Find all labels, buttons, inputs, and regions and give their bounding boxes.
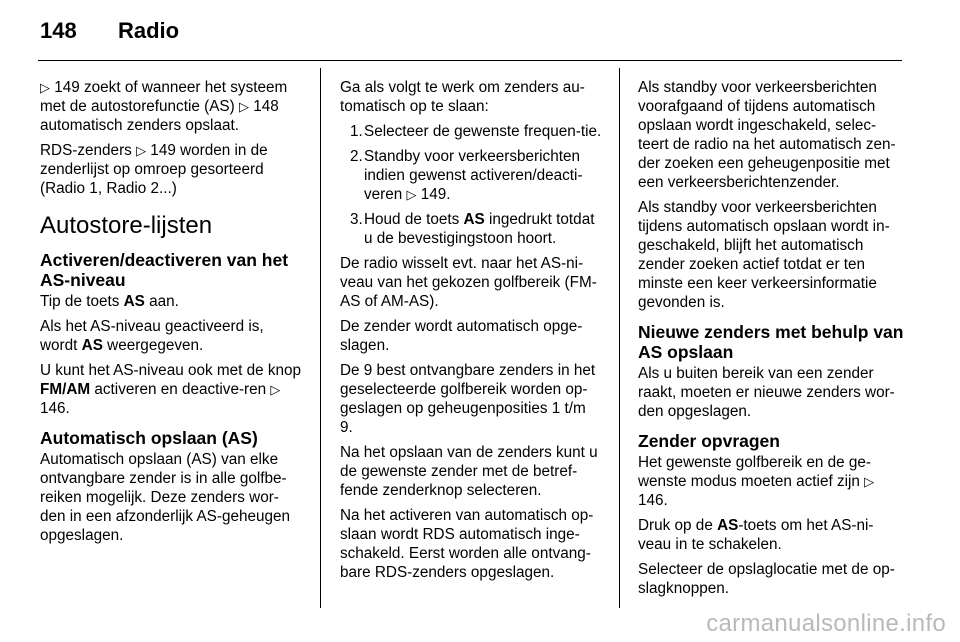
header-rule bbox=[38, 60, 902, 61]
subheading-activate-as-level: Activeren/deactiveren van het AS-niveau bbox=[40, 250, 289, 290]
page-header bbox=[40, 18, 179, 44]
column-1 bbox=[40, 78, 302, 551]
page-number: 148 bbox=[40, 18, 77, 43]
paragraph: De zender wordt automatisch opge-slagen. bbox=[340, 318, 583, 354]
section-title: Radio bbox=[118, 18, 180, 43]
paragraph: RDS-zenders ▷ 149 worden in de zenderlijst op omroep gesorteerd (Radio 1, Radio 2...) bbox=[40, 142, 268, 197]
paragraph: Selecteer de opslaglocatie met de op-slagknoppen. bbox=[638, 561, 895, 597]
column-3 bbox=[638, 78, 904, 604]
paragraph: Na het activeren van automatisch op-slaan wordt RDS automatisch inge-schakeld. Eerst worden alle ontvang-bare RDS-zenders opgeslagen. bbox=[340, 507, 594, 581]
page-ref-icon: ▷ bbox=[238, 99, 249, 114]
page-ref-icon: ▷ bbox=[270, 382, 281, 397]
steps-list bbox=[340, 122, 602, 248]
paragraph: Ga als volgt te werk om zenders au-tomatisch op te slaan: bbox=[340, 79, 585, 115]
page-ref-icon: ▷ bbox=[406, 187, 417, 202]
column-divider-2 bbox=[619, 68, 620, 608]
list-item: 3. Houd de toets AS ingedrukt totdat u de bevestigingstoon hoort. bbox=[350, 211, 595, 247]
paragraph: U kunt het AS-niveau ook met de knop FM/AM activeren en deactive-ren ▷ 146. bbox=[40, 362, 302, 417]
page-ref-icon: ▷ bbox=[136, 143, 147, 158]
paragraph: Automatisch opslaan (AS) van elke ontvangbare zender is in alle golfbe-reiken mogelijk. Deze zenders wor-den in een afzonderlijk AS-geheugen opgeslagen. bbox=[40, 451, 291, 544]
paragraph: Tip de toets AS aan. bbox=[40, 293, 179, 310]
heading-autostore-lists: Autostore-lijsten bbox=[40, 212, 213, 239]
list-item: 1. Selecteer de gewenste frequen-tie. bbox=[350, 123, 602, 140]
page-ref-icon: ▷ bbox=[864, 474, 875, 489]
subheading-recall-station: Zender opvragen bbox=[638, 431, 780, 451]
paragraph: Als standby voor verkeersberichten voorafgaand of tijdens automatisch opslaan wordt ingeschakeld, selec-teert de radio na het automatisch zen-der zoeken een geheugenpositie met een verkeersberichtenzender. bbox=[638, 79, 896, 191]
subheading-auto-store: Automatisch opslaan (AS) bbox=[40, 428, 258, 448]
paragraph: ▷ 149 zoekt of wanneer het systeem met de autostorefunctie (AS) ▷ 148 automatisch zenders opslaat. bbox=[40, 79, 288, 134]
paragraph: Als het AS-niveau geactiveerd is, wordt AS weergegeven. bbox=[40, 318, 264, 354]
page-ref-icon: ▷ bbox=[40, 80, 50, 95]
paragraph: Als standby voor verkeersberichten tijdens automatisch opslaan wordt in-geschakeld, blijft het automatisch zender zoeken actief totdat er ten minste een keer verkeersinformatie gevonden is. bbox=[638, 199, 890, 311]
paragraph: Het gewenste golfbereik en de ge-wenste modus moeten actief zijn ▷ 146. bbox=[638, 454, 875, 509]
paragraph: De radio wisselt evt. naar het AS-ni-veau van het gekozen golfbereik (FM-AS of AM-AS). bbox=[340, 255, 597, 310]
paragraph: Na het opslaan van de zenders kunt u de gewenste zender met de betref-fende zenderknop selecteren. bbox=[340, 444, 598, 499]
column-2 bbox=[340, 78, 602, 588]
paragraph: Druk op de AS-toets om het AS-ni-veau in te schakelen. bbox=[638, 517, 874, 553]
column-divider-1 bbox=[320, 68, 321, 608]
paragraph: De 9 best ontvangbare zenders in het geselecteerde golfbereik worden op-geslagen op geheugenposities 1 t/m 9. bbox=[340, 362, 596, 436]
watermark: carmanualsonline.info bbox=[706, 610, 946, 637]
list-item: 2. Standby voor verkeersberichten indien gewenst activeren/deacti-veren ▷ 149. bbox=[350, 148, 583, 203]
paragraph: Als u buiten bereik van een zender raakt, moeten er nieuwe zenders wor-den opgeslagen. bbox=[638, 365, 895, 420]
subheading-new-stations: Nieuwe zenders met behulp van AS opslaan bbox=[638, 322, 904, 362]
